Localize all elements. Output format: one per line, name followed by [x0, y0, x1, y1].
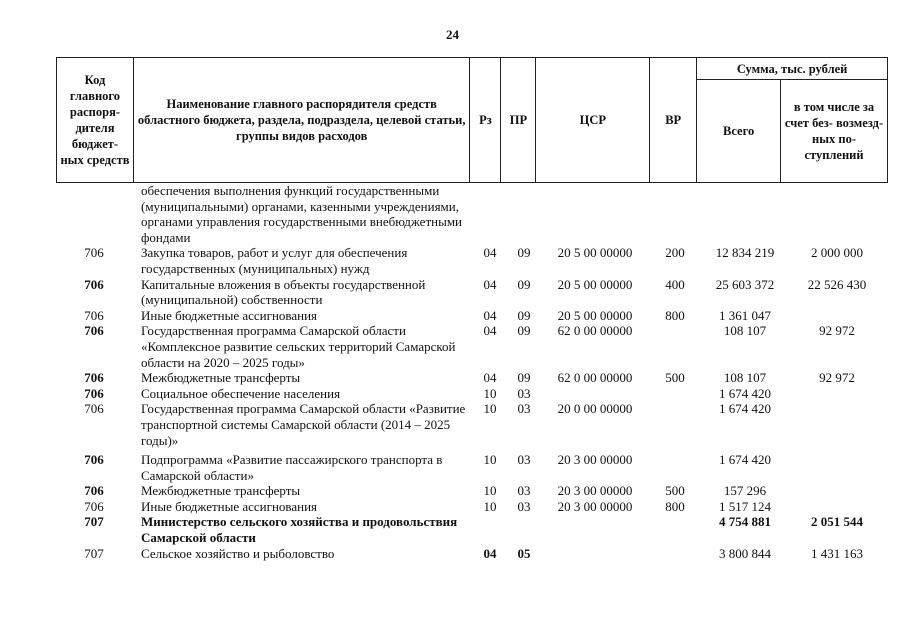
table-row: [56, 308, 888, 324]
vr-cell: 500: [665, 370, 685, 386]
free-cell: 2 000 000: [811, 245, 863, 261]
code-cell: 706: [84, 370, 104, 386]
page-number: 24: [446, 27, 459, 42]
csr-cell: 20 5 00 00000: [557, 276, 633, 292]
vr-cell: 400: [665, 276, 685, 292]
pr-cell: 09: [517, 245, 531, 261]
table-row: [56, 514, 888, 545]
name-cell: Подпрограмма «Развитие пассажирского транспорта в Самарской области»: [141, 452, 443, 483]
free-cell: 2 051 544: [811, 514, 863, 530]
pr-cell: 03: [517, 452, 531, 468]
rz-cell: 10: [483, 483, 497, 499]
code-cell: 706: [84, 452, 104, 468]
vr-cell: 800: [665, 498, 685, 514]
total-cell: 1 674 420: [719, 385, 771, 401]
csr-cell: 20 3 00 00000: [557, 498, 633, 514]
name-cell: Иные бюджетные ассигнования: [141, 498, 318, 514]
total-cell: 1 674 420: [719, 452, 771, 468]
code-cell: 706: [84, 323, 104, 339]
header-csr: ЦСР: [536, 58, 650, 183]
name-cell: Государственная программа Самарской области «Комплексное развитие сельских территорий Самарской области на 2020 – 2025 годы»: [141, 323, 456, 370]
table-row: [56, 277, 888, 308]
table-row: [56, 499, 888, 515]
table-row: [56, 483, 888, 499]
header-free: в том числе за счет без- возмезд- ных по- ступлений: [781, 80, 888, 183]
total-cell: 108 107: [723, 370, 767, 386]
pr-cell: 09: [517, 276, 531, 292]
csr-cell: 20 5 00 00000: [557, 307, 633, 323]
rz-cell: 10: [483, 498, 497, 514]
free-cell: 22 526 430: [807, 276, 867, 292]
table-row: [56, 401, 888, 448]
rz-cell: 10: [483, 385, 497, 401]
header-code: Код главного распоря- дителя бюджет- ных средств: [57, 58, 134, 183]
name-cell: Иные бюджетные ассигнования: [141, 307, 318, 323]
table-row: [56, 370, 888, 386]
header-vr: ВР: [650, 58, 697, 183]
rz-cell: 04: [483, 323, 497, 339]
free-cell: 1 431 163: [811, 545, 863, 561]
name-cell: Государственная программа Самарской области «Развитие транспортной системы Самарской области (2014 – 2025 годы)»: [141, 401, 466, 448]
table-row: [56, 183, 888, 245]
free-cell: 92 972: [819, 323, 855, 339]
total-cell: 108 107: [723, 323, 767, 339]
rz-cell: 10: [483, 401, 497, 417]
header-total: Всего: [697, 80, 781, 183]
pr-cell: 03: [517, 498, 531, 514]
header-name: Наименование главного распорядителя средств областного бюджета, раздела, подраздела, целевой статьи, группы видов расходов: [133, 58, 470, 183]
name-cell: Межбюджетные трансферты: [141, 370, 301, 386]
table-row: [56, 386, 888, 402]
table-row: [56, 323, 888, 370]
code-cell: 707: [84, 545, 104, 561]
header-rz: Рз: [470, 58, 501, 183]
table-row: [56, 245, 888, 276]
code-cell: 707: [84, 514, 104, 530]
code-cell: 706: [84, 498, 104, 514]
csr-cell: 62 0 00 00000: [557, 370, 633, 386]
csr-cell: 62 0 00 00000: [557, 323, 633, 339]
name-cell: Сельское хозяйство и рыболовство: [141, 545, 335, 561]
code-cell: 706: [84, 401, 104, 417]
total-cell: 1 361 047: [719, 307, 771, 323]
rz-cell: 04: [483, 276, 497, 292]
name-cell: Социальное обеспечение населения: [141, 385, 341, 401]
table-row: [56, 546, 888, 562]
total-cell: 1 517 124: [719, 498, 771, 514]
pr-cell: 09: [517, 307, 531, 323]
total-cell: 12 834 219: [715, 245, 775, 261]
pr-cell: 09: [517, 370, 531, 386]
total-cell: 1 674 420: [719, 401, 771, 417]
name-cell: обеспечения выполнения функций государственными (муниципальными) органами, казенными учреждениями, органами управления государственными внебюджетными фондами: [141, 183, 463, 245]
pr-cell: 03: [517, 483, 531, 499]
vr-cell: 800: [665, 307, 685, 323]
pr-cell: 03: [517, 385, 531, 401]
csr-cell: 20 0 00 00000: [557, 401, 633, 417]
csr-cell: 20 3 00 00000: [557, 483, 633, 499]
rz-cell: 04: [483, 307, 497, 323]
csr-cell: 20 3 00 00000: [557, 452, 633, 468]
total-cell: 157 296: [723, 483, 767, 499]
code-cell: 706: [84, 245, 104, 261]
name-cell: Межбюджетные трансферты: [141, 483, 301, 499]
table-header: [56, 57, 888, 183]
pr-cell: 09: [517, 323, 531, 339]
code-cell: 706: [84, 307, 104, 323]
rz-cell: 10: [483, 452, 497, 468]
rz-cell: 04: [483, 245, 497, 261]
vr-cell: 500: [665, 483, 685, 499]
code-cell: 706: [84, 385, 104, 401]
vr-cell: 200: [665, 245, 685, 261]
name-cell: Капитальные вложения в объекты государственной (муниципальной) собственности: [141, 276, 426, 308]
total-cell: 3 800 844: [719, 545, 771, 561]
header-pr: ПР: [501, 58, 536, 183]
code-cell: 706: [84, 483, 104, 499]
free-cell: 92 972: [819, 370, 855, 386]
pr-cell: 03: [517, 401, 531, 417]
csr-cell: 20 5 00 00000: [557, 245, 633, 261]
table-row: [56, 452, 888, 483]
pr-cell: 05: [517, 545, 531, 561]
header-sum: Сумма, тыс. рублей: [697, 58, 888, 80]
rz-cell: 04: [483, 545, 497, 561]
rz-cell: 04: [483, 370, 497, 386]
name-cell: Министерство сельского хозяйства и продовольствия Самарской области: [141, 514, 458, 546]
name-cell: Закупка товаров, работ и услуг для обеспечения государственных (муниципальных) нужд: [141, 245, 408, 276]
code-cell: 706: [84, 276, 104, 292]
table-body: [56, 183, 888, 561]
total-cell: 25 603 372: [715, 276, 775, 292]
total-cell: 4 754 881: [719, 514, 771, 530]
